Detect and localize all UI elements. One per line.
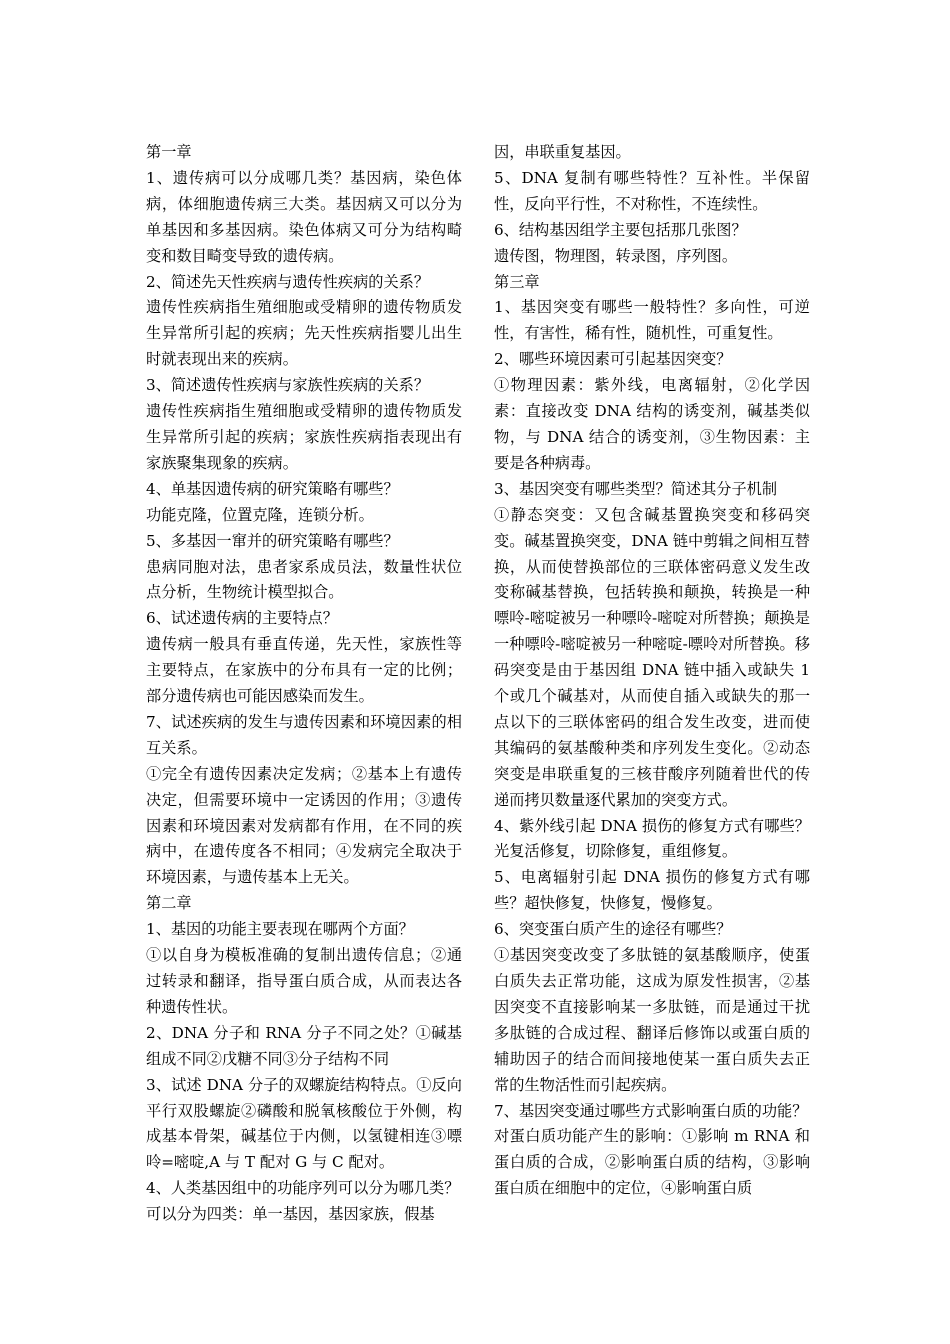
question: 3、基因突变有哪些类型？简述其分子机制 xyxy=(494,479,778,498)
question: 1、基因的功能主要表现在哪两个方面？ xyxy=(146,920,414,939)
question: 7、试述疾病的发生与遗传因素和环境因素的相互关系。 xyxy=(146,712,462,757)
answer: 因，串联重复基因。 xyxy=(494,143,631,161)
paragraph: 1、基因突变有哪些一般特性？多向性，可逆性，有害性，稀有性，随机性，可重复性。 xyxy=(494,298,810,343)
chapter-heading: 第一章 xyxy=(146,143,192,161)
answer: ①以自身为模板准确的复制出遗传信息；②通过转录和翻译，指导蛋白质合成，从而表达各种遗传性状。 xyxy=(146,946,462,1016)
paragraph: 5、DNA 复制有哪些特性？互补性。半保留性，反向平行性，不对称性，不连续性。 xyxy=(494,168,810,213)
answer: ①静态突变：又包含碱基置换突变和移码突变。碱基置换突变，DNA 链中剪辑之间相互替换，从而使替换部位的三联体密码意义发生改变称碱基替换，包括转换和颠换，转换是一种嘌呤-嘧啶被另一种嘌呤-嘧啶对所替换；颠换是一种嘌呤-嘧啶被另一种嘧啶-嘌呤对所替换。移码突变是由于基因组 DNA 链中插入或缺失 1 个或几个碱基对，从而使自插入或缺失的那一点以下的三联体密码的组合发生改变，进而使其编码的氨基酸种类和序列发生变化。②动态突变是串联重复的三核苷酸序列随着世代的传递而拷贝数量逐代累加的突变方式。 xyxy=(494,505,810,809)
chapter-heading: 第二章 xyxy=(146,894,192,913)
answer: 遗传病一般具有垂直传递，先天性，家族性等主要特点，在家族中的分布具有一定的比例；部分遗传病也可能因感染而发生。 xyxy=(146,635,462,706)
question: 4、人类基因组中的功能序列可以分为哪几类？ xyxy=(146,1179,460,1198)
chapter-heading: 第三章 xyxy=(494,272,540,291)
question: 3、简述遗传性疾病与家族性疾病的关系？ xyxy=(146,376,430,395)
answer: ①基因突变改变了多肽链的氨基酸顺序，使蛋白质失去正常功能，这成为原发性损害，②基因突变不直接影响某一多肽链，而是通过干扰多肽链的合成过程、翻译后修饰以或蛋白质的辅助因子的结合而间接地使某一蛋白质失去正常的生物活性而引起疾病。 xyxy=(494,946,810,1094)
paragraph: 3、试述 DNA 分子的双螺旋结构特点。①反向平行双股螺旋②磷酸和脱氧核酸位于外侧，构成基本骨架，碱基位于内侧，以氢键相连③嘌呤=嘧啶,A 与 T 配对 G 与 C 配对。 xyxy=(146,1075,462,1172)
left-column xyxy=(146,140,462,1228)
paragraph: 5、电离辐射引起 DNA 损伤的修复方式有哪些？超快修复，快修复，慢修复。 xyxy=(494,868,810,913)
question: 7、基因突变通过哪些方式影响蛋白质的功能？ xyxy=(494,1101,808,1120)
question: 6、结构基因组学主要包括那几张图？ xyxy=(494,220,747,239)
answer: 遗传图，物理图，转录图，序列图。 xyxy=(494,246,737,265)
right-column xyxy=(494,140,810,1202)
answer: ①完全有遗传因素决定发病；②基本上有遗传决定，但需要环境中一定诱因的作用；③遗传因素和环境因素对发病都有作用，在不同的疾病中，在遗传度各不相同；④发病完全取决于环境因素，与遗传基本上无关。 xyxy=(146,764,462,887)
answer: 对蛋白质功能产生的影响：①影响 m RNA 和蛋白质的合成，②影响蛋白质的结构，③影响蛋白质在细胞中的定位，④影响蛋白质 xyxy=(494,1127,810,1198)
answer: 遗传性疾病指生殖细胞或受精卵的遗传物质发生异常所引起的疾病；先天性疾病指婴儿出生时就表现出来的疾病。 xyxy=(146,298,462,369)
paragraph: 1、遗传病可以分成哪几类？基因病，染色体病，体细胞遗传病三大类。基因病又可以分为单基因和多基因病。染色体病又可分为结构畸变和数目畸变导致的遗传病。 xyxy=(146,168,462,265)
question: 4、单基因遗传病的研究策略有哪些？ xyxy=(146,479,399,498)
paragraph: 2、DNA 分子和 RNA 分子不同之处？①碱基组成不同②戊糖不同③分子结构不同 xyxy=(146,1023,462,1068)
answer: 可以分为四类：单一基因，基因家族，假基 xyxy=(146,1205,435,1224)
answer: 功能克隆，位置克隆，连锁分析。 xyxy=(146,505,374,524)
question: 6、试述遗传病的主要特点？ xyxy=(146,609,338,628)
question: 2、简述先天性疾病与遗传性疾病的关系？ xyxy=(146,272,430,291)
answer: ①物理因素：紫外线，电离辐射，②化学因素：直接改变 DNA 结构的诱变剂，碱基类似物，与 DNA 结合的诱变剂，③生物因素：主要是各种病毒。 xyxy=(494,376,810,472)
paragraph: 4、紫外线引起 DNA 损伤的修复方式有哪些？光复活修复，切除修复，重组修复。 xyxy=(494,816,810,861)
question: 2、哪些环境因素可引起基因突变？ xyxy=(494,350,732,369)
answer: 患病同胞对法，患者家系成员法，数量性状位点分析，生物统计模型拟合。 xyxy=(146,557,462,602)
question: 5、多基因一窜并的研究策略有哪些？ xyxy=(146,531,399,550)
question: 6、突变蛋白质产生的途径有哪些？ xyxy=(494,920,732,939)
answer: 遗传性疾病指生殖细胞或受精卵的遗传物质发生异常所引起的疾病；家族性疾病指表现出有家族聚集现象的疾病。 xyxy=(146,402,462,472)
